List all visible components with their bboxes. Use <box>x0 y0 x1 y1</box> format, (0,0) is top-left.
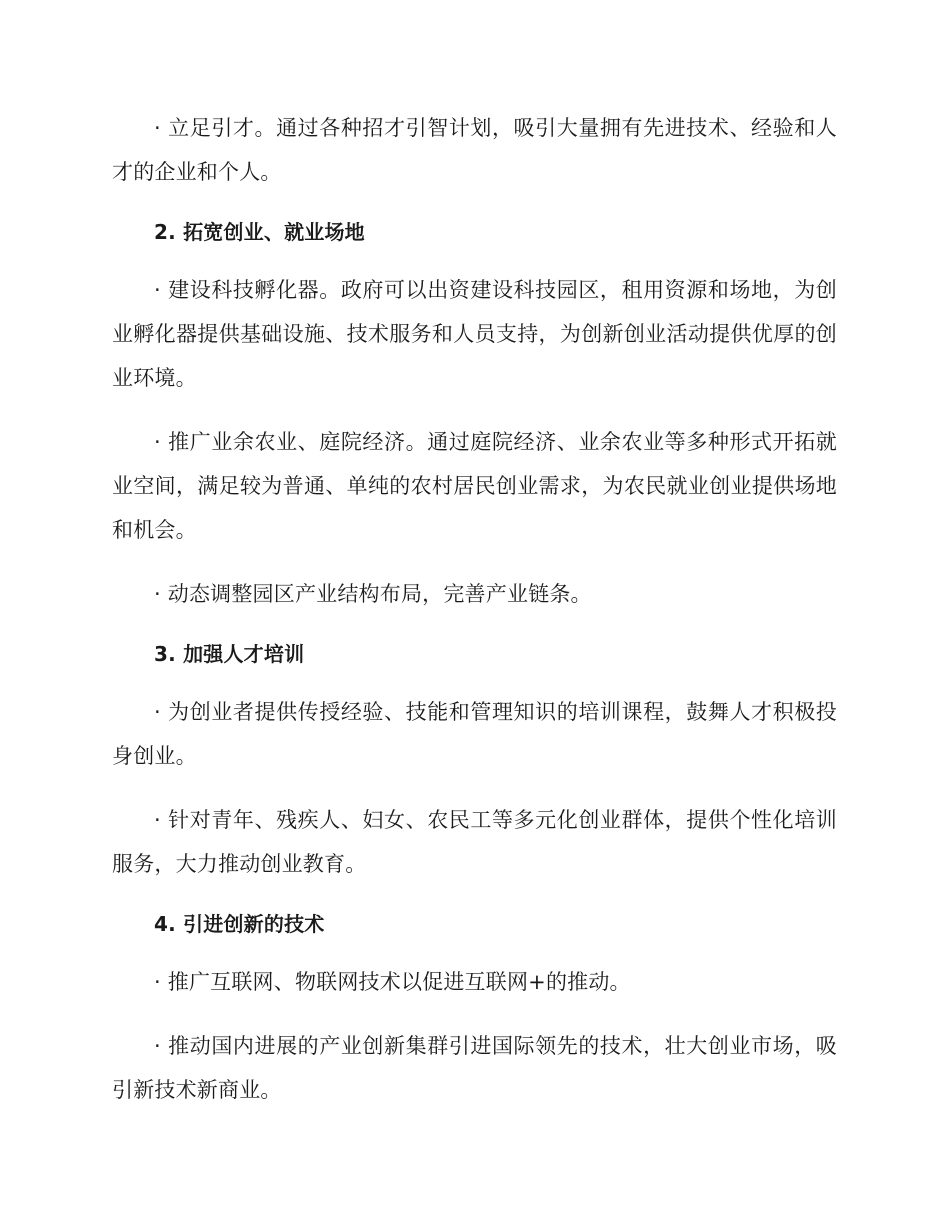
bullet-diverse-groups: · 针对青年、残疾人、妇女、农民工等多元化创业群体，提供个性化培训服务，大力推动创业教育。 <box>112 808 837 876</box>
bullet-sideline-agriculture: · 推广业余农业、庭院经济。通过庭院经济、业余农业等多种形式开拓就业空间，满足较为普通、单纯的农村居民创业需求，为农民就业创业提供场地和机会。 <box>112 430 837 542</box>
heading-innovative-tech: 4. 引进创新的技术 <box>154 912 325 936</box>
bullet-attract-talent: · 立足引才。通过各种招才引智计划，吸引大量拥有先进技术、经验和人才的企业和个人。 <box>112 116 837 184</box>
heading-expand-venues: 2. 拓宽创业、就业场地 <box>154 220 365 244</box>
bullet-park-structure: · 动态调整园区产业结构布局，完善产业链条。 <box>154 582 592 606</box>
document-body <box>112 106 837 1132</box>
bullet-tech-incubator: · 建设科技孵化器。政府可以出资建设科技园区，租用资源和场地，为创业孵化器提供基础设施、技术服务和人员支持，为创新创业活动提供优厚的创业环境。 <box>112 278 837 390</box>
bullet-industry-clusters: · 推动国内进展的产业创新集群引进国际领先的技术，壮大创业市场，吸引新技术新商业。 <box>112 1034 837 1102</box>
bullet-training-courses: · 为创业者提供传授经验、技能和管理知识的培训课程，鼓舞人才积极投身创业。 <box>112 700 837 768</box>
bullet-internet-iot: · 推广互联网、物联网技术以促进互联网+的推动。 <box>154 970 631 994</box>
heading-talent-training: 3. 加强人才培训 <box>154 642 305 666</box>
